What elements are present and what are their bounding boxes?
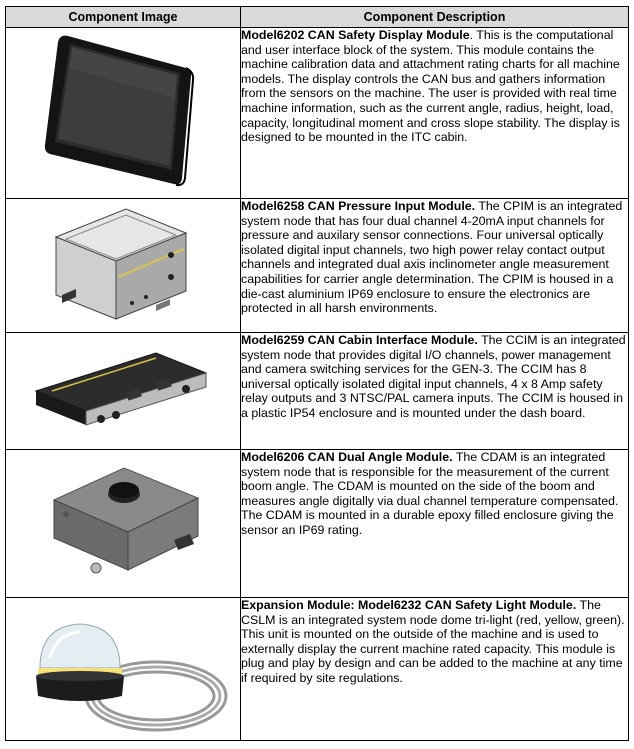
display-module-image [6, 28, 241, 199]
table-row [6, 28, 629, 199]
pressure-input-module-description [241, 199, 629, 333]
dual-angle-module-description [241, 450, 629, 598]
component-table [5, 6, 629, 741]
cabin-interface-module-description [241, 333, 629, 450]
component-text: The CCIM is an integrated system node that provides digital I/O channels, power management and camera switching services for the GEN-3. The CCIM has 8 universal optically isolated digital input channels, 4 x 8 Amp safety relay outputs and 3 NTSC/PAL camera inputs. The CCIM is housed in a plastic IP54 enclosure and is mounted under the dash board. [241, 333, 626, 420]
dual-angle-module-image [6, 450, 241, 598]
component-title: Model6202 CAN Safety Display Module [241, 28, 470, 42]
display-module-description: Model6202 CAN Safety Display Module. This is the computational and user interface block of the system. This module contains the machine calibration data and attachment rating charts for all machine models. The display controls the CAN bus and gathers information from the sensors on the machine. The user is provided with real time machine information, such as the current angle, radius, height, load, capacity, longitudinal moment and cross slope stability. The display is designed to be mounted in the ITC cabin. [241, 28, 629, 199]
table-row [6, 333, 629, 450]
safety-light-module-description [241, 598, 629, 741]
component-text: This is the computational and user interface block of the system. This module contains the machine calibration data and attachment rating charts for all machine models. The display controls the CAN bus and gathers information from the sensors on the machine. The user is provided with real time machine information, such as the current angle, radius, height, load, capacity, longitudinal moment and cross slope stability. The display is designed to be mounted in the ITC cabin. [241, 28, 620, 145]
table-row [6, 598, 629, 741]
table-row [6, 199, 629, 333]
component-title: Model6259 CAN Cabin Interface Module. [241, 333, 478, 347]
component-title: Expansion Module: Model6232 CAN Safety Light Module. [241, 598, 577, 612]
component-title: Model6258 CAN Pressure Input Module. [241, 199, 476, 213]
component-title: Model6206 CAN Dual Angle Module. [241, 450, 453, 464]
cabin-interface-module-image [6, 333, 241, 450]
safety-light-module-image [6, 598, 241, 741]
table-row [6, 450, 629, 598]
component-text: The CPIM is an integrated system node that has four dual channel 4-20mA input channels for pressure and auxilary sensor connections. Four universal optically isolated digital input channels, two high power relay contact output channels and integrated dual axis inclinometer angle measurement capabilities for carrier angle determination. The CPIM is housed in a die-cast aluminium IP69 enclosure to ensure the electronics are protected in all harsh environments. [241, 199, 623, 316]
header-component-description: Component Description [241, 7, 629, 28]
table-header-row [6, 7, 629, 28]
pressure-input-module-image [6, 199, 241, 333]
header-component-image: Component Image [6, 7, 241, 28]
component-text: The CSLM is an integrated system node dome tri-light (red, yellow, green). This unit is mounted on the outside of the machine and is used to externally display the current machine rated capacity. This module is plug and play by design and can be added to the machine at any time if required by site regulations. [241, 598, 625, 685]
component-text: The CDAM is an integrated system node that is responsible for the measurement of the current boom angle. The CDAM is mounted on the side of the boom and measures angle digitally via dual channel temperature compensated. The CDAM is mounted in a durable epoxy filled enclosure giving the sensor an IP69 rating. [241, 450, 619, 537]
